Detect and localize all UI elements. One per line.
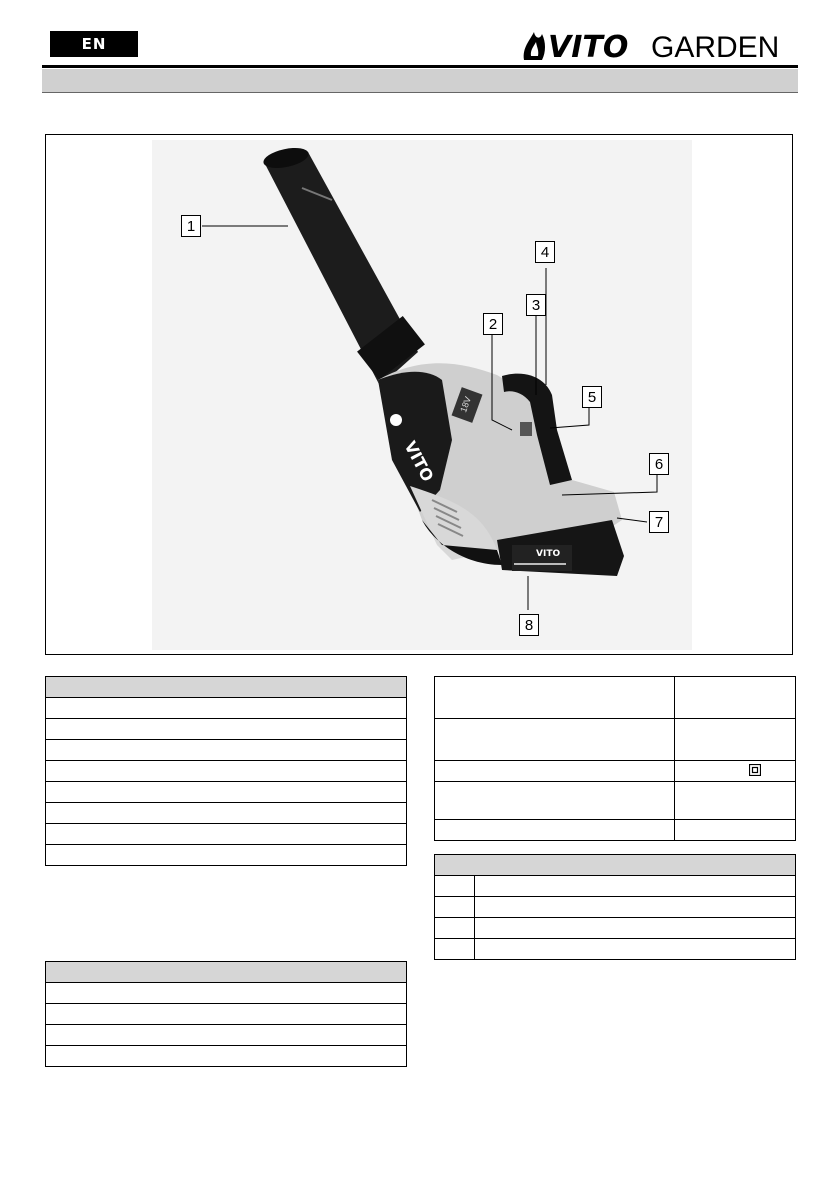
section-title-bar: [42, 69, 798, 93]
svg-text:VITO: VITO: [548, 30, 629, 62]
accessories-header: [46, 962, 407, 983]
specifications-table: [434, 676, 796, 841]
table-row: [46, 698, 407, 719]
table-row: [46, 719, 407, 740]
row-number: [435, 876, 475, 897]
table-row: [46, 1025, 407, 1046]
spec-value: [675, 677, 796, 719]
table-row: [46, 740, 407, 761]
blower-tube: [262, 144, 425, 386]
callout-6: 6: [649, 453, 669, 475]
callout-2: 2: [483, 313, 503, 335]
row-text: [475, 918, 796, 939]
parts-list-table: [45, 676, 407, 866]
table-row: [46, 761, 407, 782]
spec-label: [435, 719, 675, 761]
callout-1: 1: [181, 215, 201, 237]
table-row: [46, 803, 407, 824]
row-text: [475, 939, 796, 960]
spec-value: [675, 761, 796, 782]
spec-value: [675, 820, 796, 841]
leaf-blower-illustration: [152, 140, 692, 650]
table-row: [46, 845, 407, 866]
table-row: [46, 782, 407, 803]
language-badge: EN: [50, 31, 138, 57]
numbered-table-header: [435, 855, 796, 876]
table-row: [46, 983, 407, 1004]
callout-7: 7: [649, 511, 669, 533]
spec-label: [435, 782, 675, 820]
accessories-table: [45, 961, 407, 1067]
spec-label: [435, 820, 675, 841]
callout-5: 5: [582, 386, 602, 408]
numbered-table: [434, 854, 796, 960]
spec-value: [675, 782, 796, 820]
header-rule: [42, 65, 798, 68]
callout-4: 4: [535, 241, 555, 263]
spec-label: [435, 677, 675, 719]
table-row: [46, 1004, 407, 1025]
double-insulation-icon: [749, 764, 761, 776]
row-text: [475, 897, 796, 918]
row-number: [435, 939, 475, 960]
callout-8: 8: [519, 614, 539, 636]
vito-garden-logo: [520, 26, 788, 62]
svg-text:VITO: VITO: [536, 549, 561, 559]
row-text: [475, 876, 796, 897]
row-number: [435, 897, 475, 918]
row-number: [435, 918, 475, 939]
table-row: [46, 824, 407, 845]
parts-list-header: [46, 677, 407, 698]
spec-label: [435, 761, 675, 782]
svg-text:18V: 18V: [458, 395, 474, 414]
spec-value: [675, 719, 796, 761]
table-row: [46, 1046, 407, 1067]
callout-3: 3: [526, 294, 546, 316]
svg-text:GARDEN: GARDEN: [651, 31, 780, 62]
svg-text:VITO: VITO: [400, 437, 438, 485]
